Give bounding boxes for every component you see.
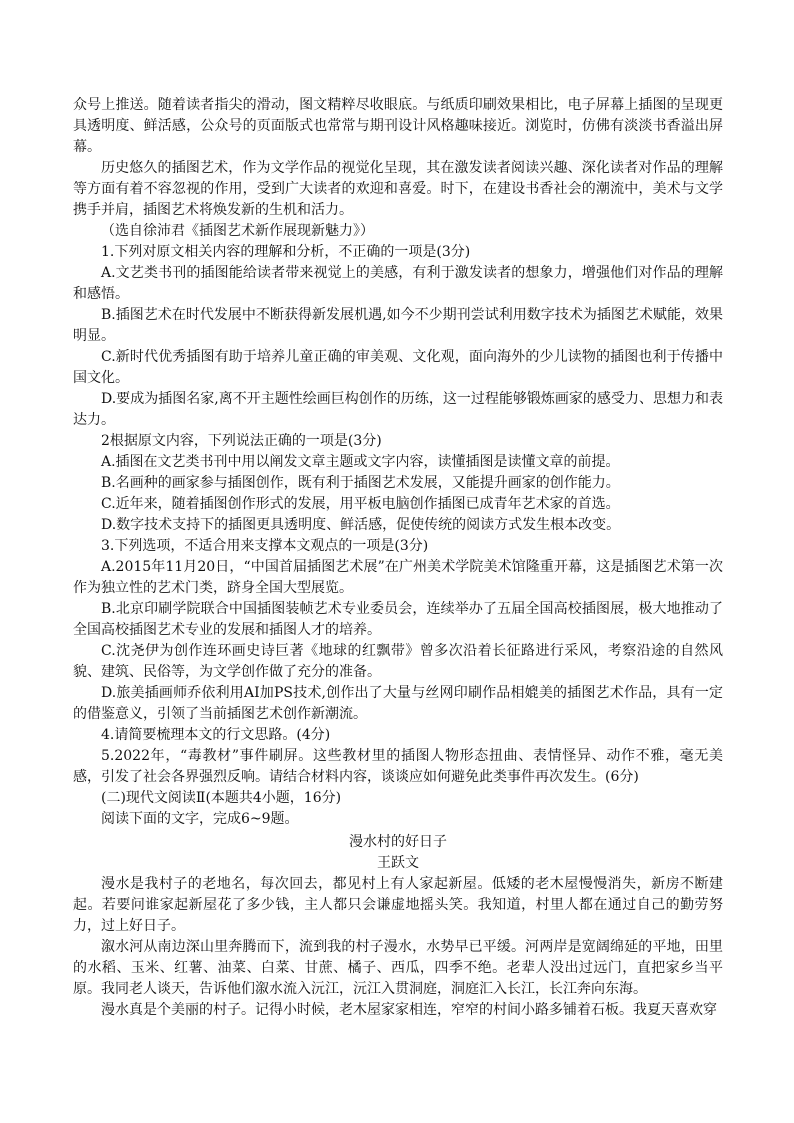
section-heading: (二)现代文阅读Ⅱ(本题共4小题，16分) — [101, 790, 342, 806]
question-1-stem: 1.下列对原文相关内容的理解和分析，不正确的一项是(3分) — [101, 244, 471, 260]
story-paragraph: 漫水是我村子的老地名，每次回去，都见村上有人家起新屋。低矮的老木屋慢慢消失，新房不断建起。若要问谁家起新屋花了多少钱，主人都只会谦虚地摇头笑。我知道，村里人都在通过自己的勤劳努力，过上好日子。 — [73, 876, 723, 934]
question-3-option-a: A.2015年11月20日，“中国首届插图艺术展”在广州美术学院美术馆隆重开幕，这是插图艺术第一次作为独立性的艺术门类，跻身全国大型展览。 — [73, 559, 723, 596]
question-2-option-d: D.数字技术支持下的插图更具透明度、鲜活感，促使传统的阅读方式发生根本改变。 — [101, 517, 621, 533]
story-paragraph: 漫水真是个美丽的村子。记得小时候，老木屋家家相连，窄窄的村间小路多铺着石板。我夏天喜欢穿 — [101, 1002, 717, 1018]
question-1-option-c: C.新时代优秀插图有助于培养儿童正确的审美观、文化观，面向海外的少儿读物的插图也利于传播中国文化。 — [73, 349, 723, 386]
question-1-option-a: A.文艺类书刊的插图能给读者带来视觉上的美感，有利于激发读者的想象力，增强他们对作品的理解和感悟。 — [73, 265, 723, 302]
question-5: 5.2022年，“毒教材”事件刷屏。这些教材里的插图人物形态扭曲、表情怪异、动作不雅，毫无美感，引发了社会各界强烈反响。请结合材料内容，谈谈应如何避免此类事件再次发生。(6分) — [73, 748, 723, 785]
question-2-stem: 2根据原文内容，下列说法正确的一项是(3分) — [101, 433, 382, 449]
question-2-option-c: C.近年来，随着插图创作形式的发展，用平板电脑创作插图已成青年艺术家的首选。 — [101, 496, 620, 512]
question-4: 4.请简要梳理本文的行文思路。(4分) — [101, 727, 331, 743]
story-title: 漫水村的好日子 — [349, 834, 447, 850]
paragraph: 众号上推送。随着读者指尖的滑动，图文精粹尽收眼底。与纸质印刷效果相比，电子屏幕上插图的呈现更具透明度、鲜活感，公众号的页面版式也常常与期刊设计风格趣味接近。浏览时，仿佛有淡淡书香溢出屏幕。 — [73, 97, 723, 155]
question-2-option-a: A.插图在文艺类书刊中用以阐发文章主题或文字内容，读懂插图是读懂文章的前提。 — [101, 454, 620, 470]
question-1-option-b: B.插图艺术在时代发展中不断获得新发展机遇,如今不少期刊尝试利用数字技术为插图艺术赋能，效果明显。 — [73, 307, 723, 344]
question-3-option-d: D.旅美插画师乔依利用AI加PS技术,创作出了大量与丝网印刷作品相媲美的插图艺术作品，具有一定的借鉴意义，引领了当前插图艺术创作新潮流。 — [73, 685, 723, 722]
question-3-option-b: B.北京印刷学院联合中国插图装帧艺术专业委员会，连续举办了五届全国高校插图展，极大地推动了全国高校插图艺术专业的发展和插图人才的培养。 — [73, 601, 723, 638]
question-2-option-b: B.名画种的画家参与插图创作，既有利于插图艺术发展，又能提升画家的创作能力。 — [101, 475, 620, 491]
question-3-option-c: C.沈尧伊为创作连环画史诗巨著《地球的红飘带》曾多次沿着长征路进行采风，考察沿途的自然风貌、建筑、民俗等，为文学创作做了充分的准备。 — [73, 643, 723, 680]
document-page — [73, 95, 723, 1021]
question-1-option-d: D.要成为插图名家,离不开主题性绘画巨构创作的历练，这一过程能够锻炼画家的感受力、思想力和表达力。 — [73, 391, 723, 428]
story-author: 王跃文 — [377, 855, 419, 871]
source-citation: （选自徐沛君《插图艺术新作展现新魅力》） — [101, 223, 374, 239]
question-3-stem: 3.下列选项，不适合用来支撑本文观点的一项是(3分) — [101, 538, 429, 554]
paragraph: 历史悠久的插图艺术，作为文学作品的视觉化呈现，其在激发读者阅读兴趣、深化读者对作品的理解等方面有着不容忽视的作用，受到广大读者的欢迎和喜爱。时下，在建设书香社会的潮流中，美术与文学携手并肩，插图艺术将焕发新的生机和活力。 — [73, 160, 723, 218]
story-paragraph: 溆水河从南边深山里奔腾而下，流到我的村子漫水，水势早已平缓。河两岸是宽阔绵延的平地，田里的水稻、玉米、红薯、油菜、白菜、甘蔗、橘子、西瓜，四季不绝。老辈人没出过远门，直把家乡当平原。我同老人谈天，告诉他们溆水流入沅江，沅江入贯洞庭，洞庭汇入长江，长江奔向东海。 — [73, 939, 723, 997]
section-instruction: 阅读下面的文字，完成6~9题。 — [101, 811, 299, 827]
